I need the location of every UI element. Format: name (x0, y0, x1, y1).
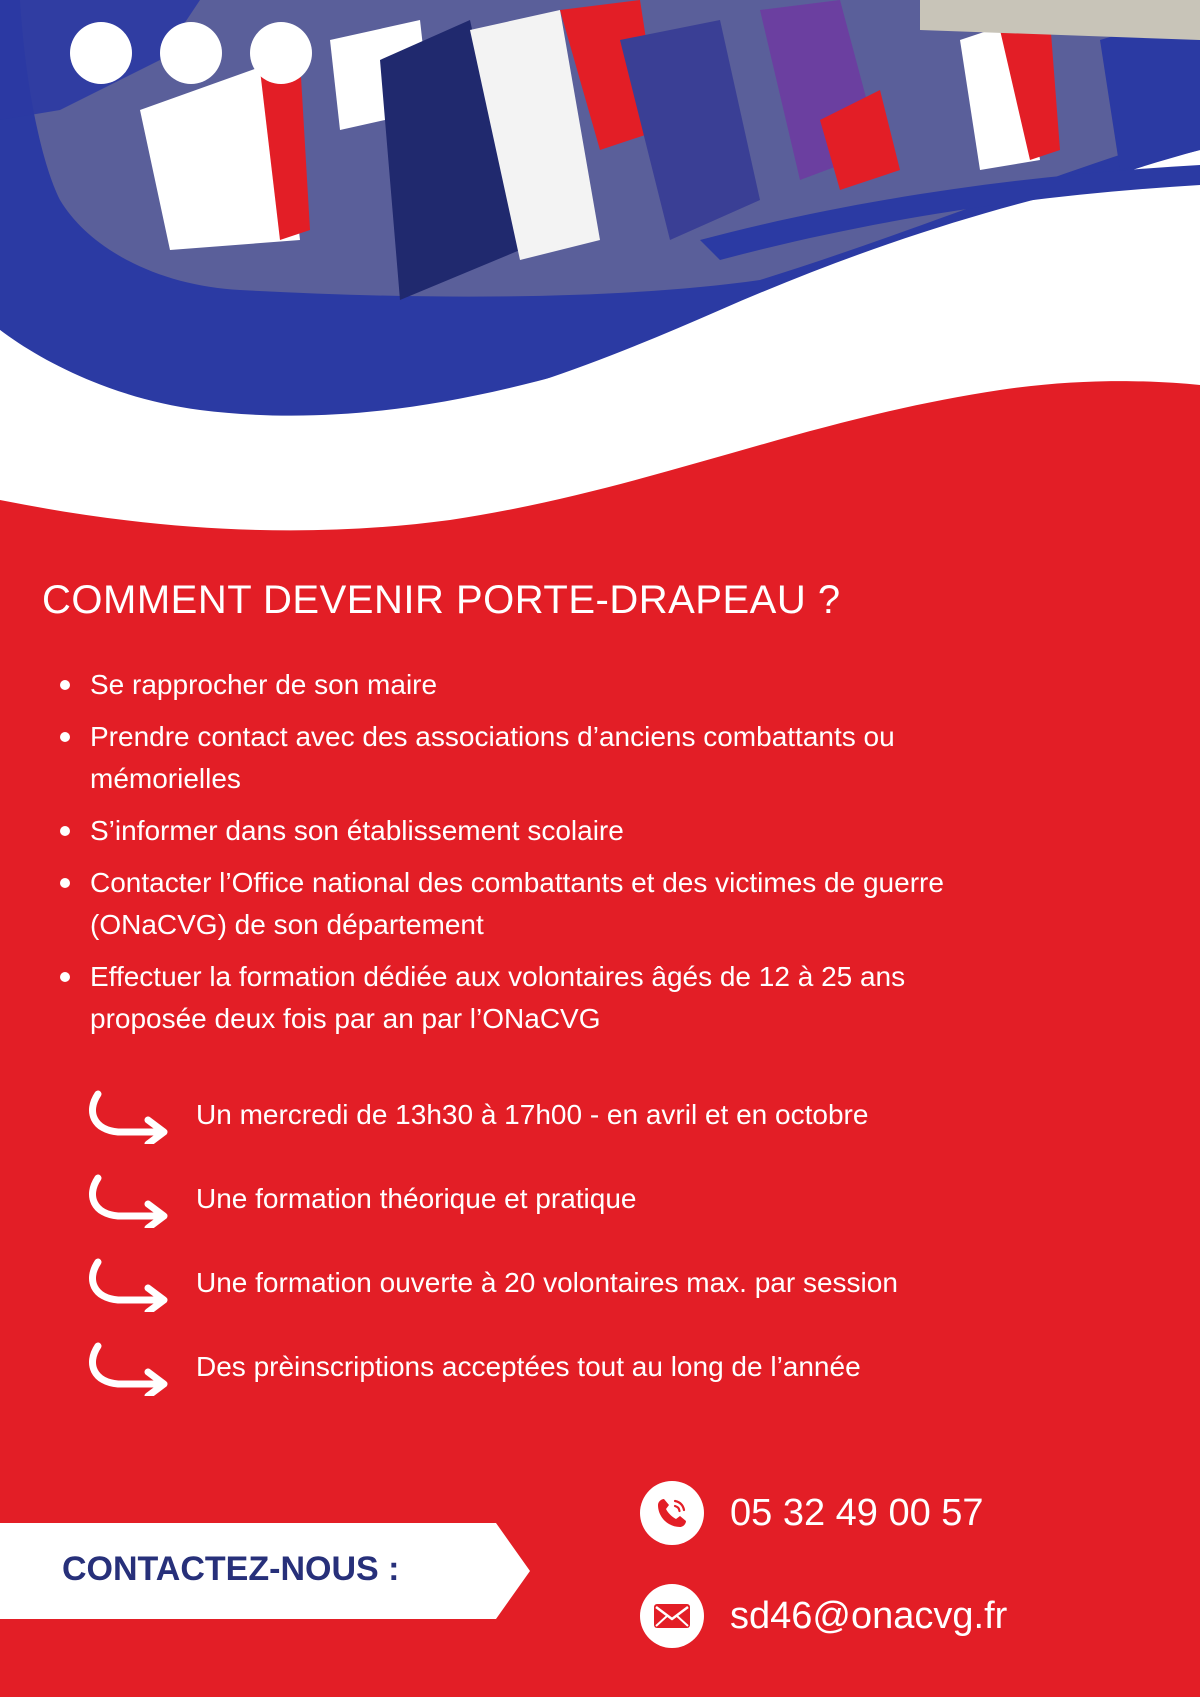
header-wave-photo (0, 0, 1200, 560)
detail-text: Des prèinscriptions acceptées tout au long de l’année (196, 1351, 861, 1382)
list-item (58, 810, 1168, 852)
list-item-text: S’informer dans son établissement scolaire (90, 815, 624, 846)
detail-text: Un mercredi de 13h30 à 17h00 - en avril et en octobre (196, 1099, 869, 1130)
phone-number-link[interactable]: 05 32 49 00 57 (730, 1491, 984, 1534)
curved-arrow-icon (84, 1088, 176, 1144)
training-details (84, 1094, 1174, 1430)
bullet-icon (60, 732, 70, 742)
list-item (58, 664, 1168, 706)
detail-text: Une formation ouverte à 20 volontaires max. par session (196, 1267, 898, 1298)
bullet-icon (60, 972, 70, 982)
list-item-text-continued: proposée deux fois par an par l’ONaCVG (90, 1003, 601, 1034)
list-item (58, 956, 1168, 1040)
detail-text: Une formation théorique et pratique (196, 1183, 637, 1214)
list-item-text-continued: (ONaCVG) de son département (90, 909, 484, 940)
bullet-icon (60, 826, 70, 836)
curved-arrow-icon (84, 1172, 176, 1228)
list-item (58, 862, 1168, 946)
envelope-icon (640, 1584, 704, 1648)
contact-email (640, 1584, 1007, 1648)
email-link[interactable]: sd46@onacvg.fr (730, 1594, 1008, 1637)
contact-phone (640, 1481, 984, 1545)
contact-label: CONTACTEZ-NOUS : (62, 1550, 400, 1588)
dot-icon (160, 22, 222, 84)
bullet-icon (60, 878, 70, 888)
list-item-text-continued: mémorielles (90, 763, 241, 794)
phone-icon (640, 1481, 704, 1545)
dot-icon (70, 22, 132, 84)
list-item-text: Se rapprocher de son maire (90, 669, 438, 700)
detail-item (84, 1094, 1174, 1178)
list-item-text: Prendre contact avec des associations d’anciens combattants ou (90, 721, 895, 752)
curved-arrow-icon (84, 1256, 176, 1312)
page-title: COMMENT DEVENIR PORTE-DRAPEAU ? (42, 578, 841, 622)
steps-bullet-list (58, 664, 1168, 1050)
list-item-text: Effectuer la formation dédiée aux volontaires âgés de 12 à 25 ans (90, 961, 906, 992)
detail-item (84, 1262, 1174, 1346)
list-item (58, 716, 1168, 800)
dot-icon (250, 22, 312, 84)
decorative-dots (70, 22, 312, 84)
detail-item (84, 1178, 1174, 1262)
bullet-icon (60, 680, 70, 690)
curved-arrow-icon (84, 1340, 176, 1396)
detail-item (84, 1346, 1174, 1430)
list-item-text: Contacter l’Office national des combattants et des victimes de guerre (90, 867, 944, 898)
